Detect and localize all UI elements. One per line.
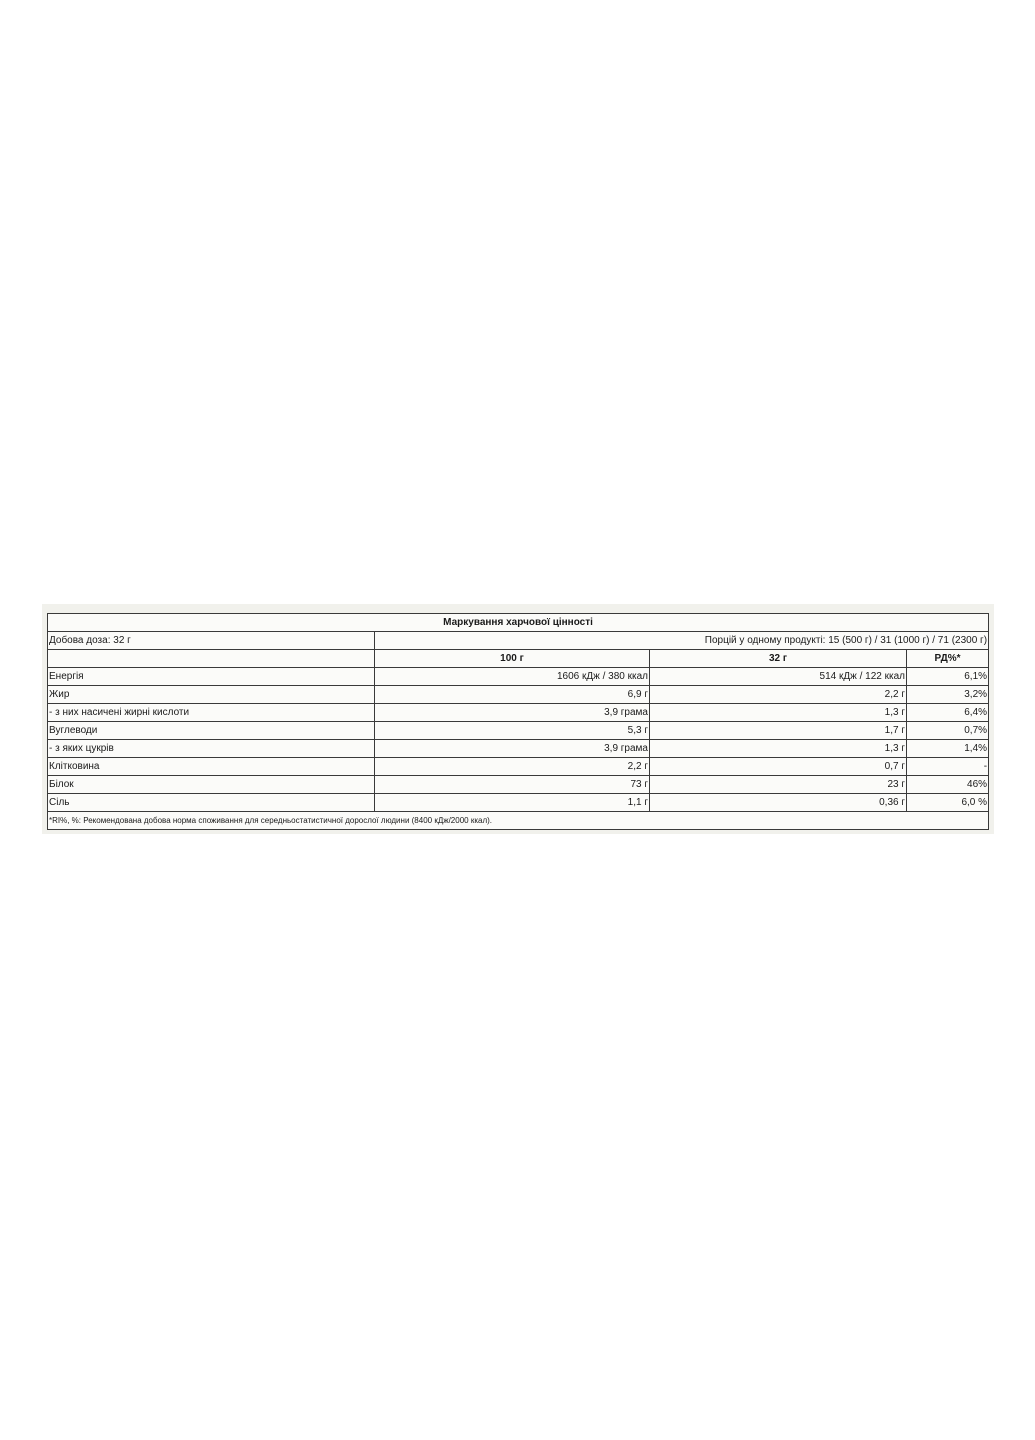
table-row: [48, 668, 989, 686]
row-rd: 1,4%: [907, 740, 989, 758]
row-name: Білок: [48, 776, 375, 794]
table-row: [48, 794, 989, 812]
table-title: Маркування харчової цінності: [48, 614, 989, 632]
row-name: Сіль: [48, 794, 375, 812]
table-row: [48, 686, 989, 704]
daily-dose: Добова доза: 32 г: [48, 632, 375, 650]
row-per100: 5,3 г: [375, 722, 650, 740]
table-row: [48, 740, 989, 758]
row-per32: 0,36 г: [650, 794, 907, 812]
row-per32: 1,3 г: [650, 740, 907, 758]
dose-row: [48, 632, 989, 650]
row-name: - з них насичені жирні кислоти: [48, 704, 375, 722]
table-title-row: [48, 614, 989, 632]
header-row: [48, 650, 989, 668]
row-rd: 0,7%: [907, 722, 989, 740]
table-row: [48, 722, 989, 740]
row-per32: 23 г: [650, 776, 907, 794]
portions-info: Порцій у одному продукті: 15 (500 г) / 31 (1000 г) / 71 (2300 г): [375, 632, 989, 650]
row-per100: 3,9 грама: [375, 740, 650, 758]
table-row: [48, 776, 989, 794]
row-name: Вуглеводи: [48, 722, 375, 740]
row-per100: 3,9 грама: [375, 704, 650, 722]
row-name: Клітковина: [48, 758, 375, 776]
row-name: Енергія: [48, 668, 375, 686]
row-rd: 3,2%: [907, 686, 989, 704]
row-per32: 514 кДж / 122 ккал: [650, 668, 907, 686]
row-rd: -: [907, 758, 989, 776]
nutrition-panel: [42, 604, 994, 834]
row-rd: 6,4%: [907, 704, 989, 722]
row-per100: 1,1 г: [375, 794, 650, 812]
row-rd: 46%: [907, 776, 989, 794]
row-per32: 1,7 г: [650, 722, 907, 740]
row-per100: 73 г: [375, 776, 650, 794]
table-row: [48, 704, 989, 722]
row-per32: 2,2 г: [650, 686, 907, 704]
row-per100: 2,2 г: [375, 758, 650, 776]
row-per32: 1,3 г: [650, 704, 907, 722]
nutrition-table: [47, 613, 989, 830]
header-empty: [48, 650, 375, 668]
row-per32: 0,7 г: [650, 758, 907, 776]
row-per100: 6,9 г: [375, 686, 650, 704]
row-name: Жир: [48, 686, 375, 704]
footnote: *RI%, %: Рекомендована добова норма споживання для середньостатистичної дорослої людини (8400 кДж/2000 ккал).: [48, 812, 989, 830]
header-per-32g: 32 г: [650, 650, 907, 668]
row-name: - з яких цукрів: [48, 740, 375, 758]
footnote-row: [48, 812, 989, 830]
header-rd: РД%*: [907, 650, 989, 668]
header-per-100g: 100 г: [375, 650, 650, 668]
row-per100: 1606 кДж / 380 ккал: [375, 668, 650, 686]
table-row: [48, 758, 989, 776]
row-rd: 6,1%: [907, 668, 989, 686]
row-rd: 6,0 %: [907, 794, 989, 812]
